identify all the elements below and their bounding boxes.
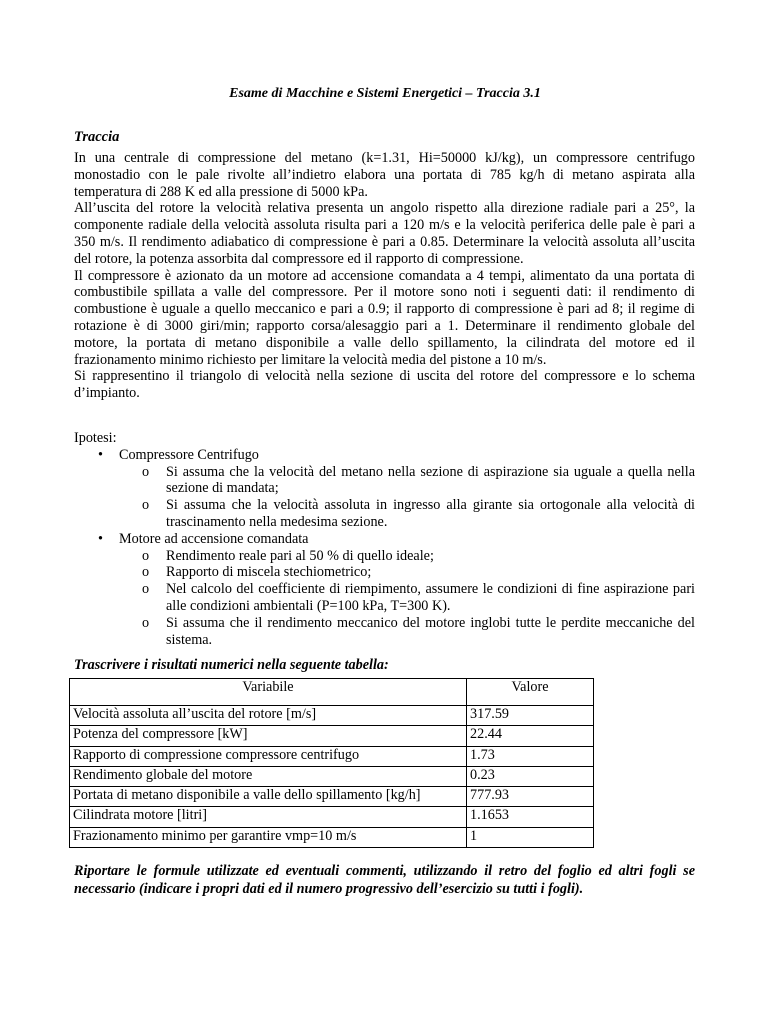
section-heading: Traccia <box>74 129 120 145</box>
value-cell: 777.93 <box>467 787 594 807</box>
sub-list-item: o Nel calcolo del coefficiente di riempimento, assumere le condizioni di fine aspirazione pari alle condizioni ambientali (P=100 kPa, T=300 K). <box>142 581 695 614</box>
document-title: Esame di Macchine e Sistemi Energetici – Traccia 3.1 <box>229 86 541 101</box>
sub-list-item: o Si assuma che il rendimento meccanico del motore inglobi tutte le perdite meccaniche del sistema. <box>142 614 695 648</box>
variable-cell: Velocità assoluta all’uscita del rotore [m/s] <box>70 706 467 726</box>
table-row <box>70 766 594 786</box>
paragraph: In una centrale di compressione del metano (k=1.31, Hi=50000 kJ/kg), un compressore centrifugo monostadio con le pale rivolte all’indietro elabora una portata di 785 kg/h di metano aspirata alla temperatura di 288 K ed alla pressione di 5000 kPa. <box>74 150 695 200</box>
table-row <box>70 807 594 827</box>
sub-list-item: o Rendimento reale pari al 50 % di quello ideale; <box>142 547 434 564</box>
table-row <box>70 827 594 847</box>
sub-bullet-icon: o <box>142 547 150 564</box>
column-header: Valore <box>467 679 594 706</box>
sub-bullet-icon: o <box>142 564 150 581</box>
bullet-icon: • <box>98 530 103 547</box>
table-row <box>70 726 594 746</box>
value-cell: 22.44 <box>467 726 594 746</box>
paragraph: Il compressore è azionato da un motore ad accensione comandata a 4 tempi, alimentato da una portata di combustibile spillata a valle del compressore. Per il motore sono noti i seguenti dati: il rendimento di combustione è uguale a quello meccanico e pari a 0.9; il rapporto di compressione è pari ad 8; il regime di rotazione è di 3000 giri/min; rapporto corsa/alesaggio pari a 1. Determinare il rendimento globale del motore, la portata di metano disponibile a valle dello spillamento, la cilindrata del motore ed il frazionamento minimo richiesto per limitare la velocità media del pistone a 10 m/s. <box>74 267 695 368</box>
hypotheses-list <box>74 447 695 649</box>
value-cell: 1 <box>467 827 594 847</box>
sub-bullet-icon: o <box>142 463 150 480</box>
sub-bullet-icon: o <box>142 614 150 631</box>
table-intro: Trascrivere i risultati numerici nella seguente tabella: <box>74 657 389 673</box>
problem-text <box>74 150 695 402</box>
value-cell: 1.1653 <box>467 807 594 827</box>
hypotheses-section <box>74 430 695 648</box>
sub-bullet-icon: o <box>142 497 150 514</box>
variable-cell: Rendimento globale del motore <box>70 766 467 786</box>
table-row <box>70 787 594 807</box>
value-cell: 0.23 <box>467 766 594 786</box>
instructions-footer: Riportare le formule utilizzate ed eventuali commenti, utilizzando il retro del foglio ed altri fogli se necessario (indicare i propri dati ed il numero progressivo dell’esercizio su tutti i fogli). <box>74 863 695 897</box>
group-title: Motore ad accensione comandata <box>119 530 309 547</box>
variable-cell: Rapporto di compressione compressore centrifugo <box>70 746 467 766</box>
value-cell: 317.59 <box>467 706 594 726</box>
hypotheses-label: Ipotesi: <box>74 430 117 446</box>
sub-list-item: o Si assuma che la velocità del metano nella sezione di aspirazione sia uguale a quella nella sezione di mandata; <box>142 463 695 497</box>
variable-cell: Cilindrata motore [litri] <box>70 807 467 827</box>
paragraph: Si rappresentino il triangolo di velocità nella sezione di uscita del rotore del compressore e lo schema d’impianto. <box>74 368 695 402</box>
table-row <box>70 746 594 766</box>
sub-list-item: o Si assuma che la velocità assoluta in ingresso alla girante sia ortogonale alla velocità di trascinamento nella medesima sezione. <box>142 497 695 530</box>
variable-cell: Potenza del compressore [kW] <box>70 726 467 746</box>
paragraph: All’uscita del rotore la velocità relativa presenta un angolo rispetto alla direzione radiale pari a 25°, la componente radiale della velocità assoluta risulta pari a 120 m/s e la velocità periferica delle pale è pari a 350 m/s. Il rendimento adiabatico di compressione è pari a 0.85. Determinare la velocità assoluta all’uscita del rotore, la potenza assorbita dal compressore ed il rapporto di compressione. <box>74 200 695 267</box>
variable-cell: Frazionamento minimo per garantire vmp=10 m/s <box>70 827 467 847</box>
sub-list <box>119 464 695 531</box>
variable-cell: Portata di metano disponibile a valle dello spillamento [kg/h] <box>70 787 467 807</box>
results-table <box>69 678 594 848</box>
list-item <box>74 447 695 531</box>
sub-list <box>119 548 695 649</box>
group-title: Compressore Centrifugo <box>119 446 259 463</box>
table-header-row <box>70 679 594 706</box>
column-header: Variabile <box>70 679 467 706</box>
bullet-icon: • <box>98 446 103 463</box>
value-cell: 1.73 <box>467 746 594 766</box>
list-item <box>74 531 695 649</box>
sub-bullet-icon: o <box>142 581 150 598</box>
sub-list-item: o Rapporto di miscela stechiometrico; <box>142 564 372 581</box>
table-row <box>70 706 594 726</box>
